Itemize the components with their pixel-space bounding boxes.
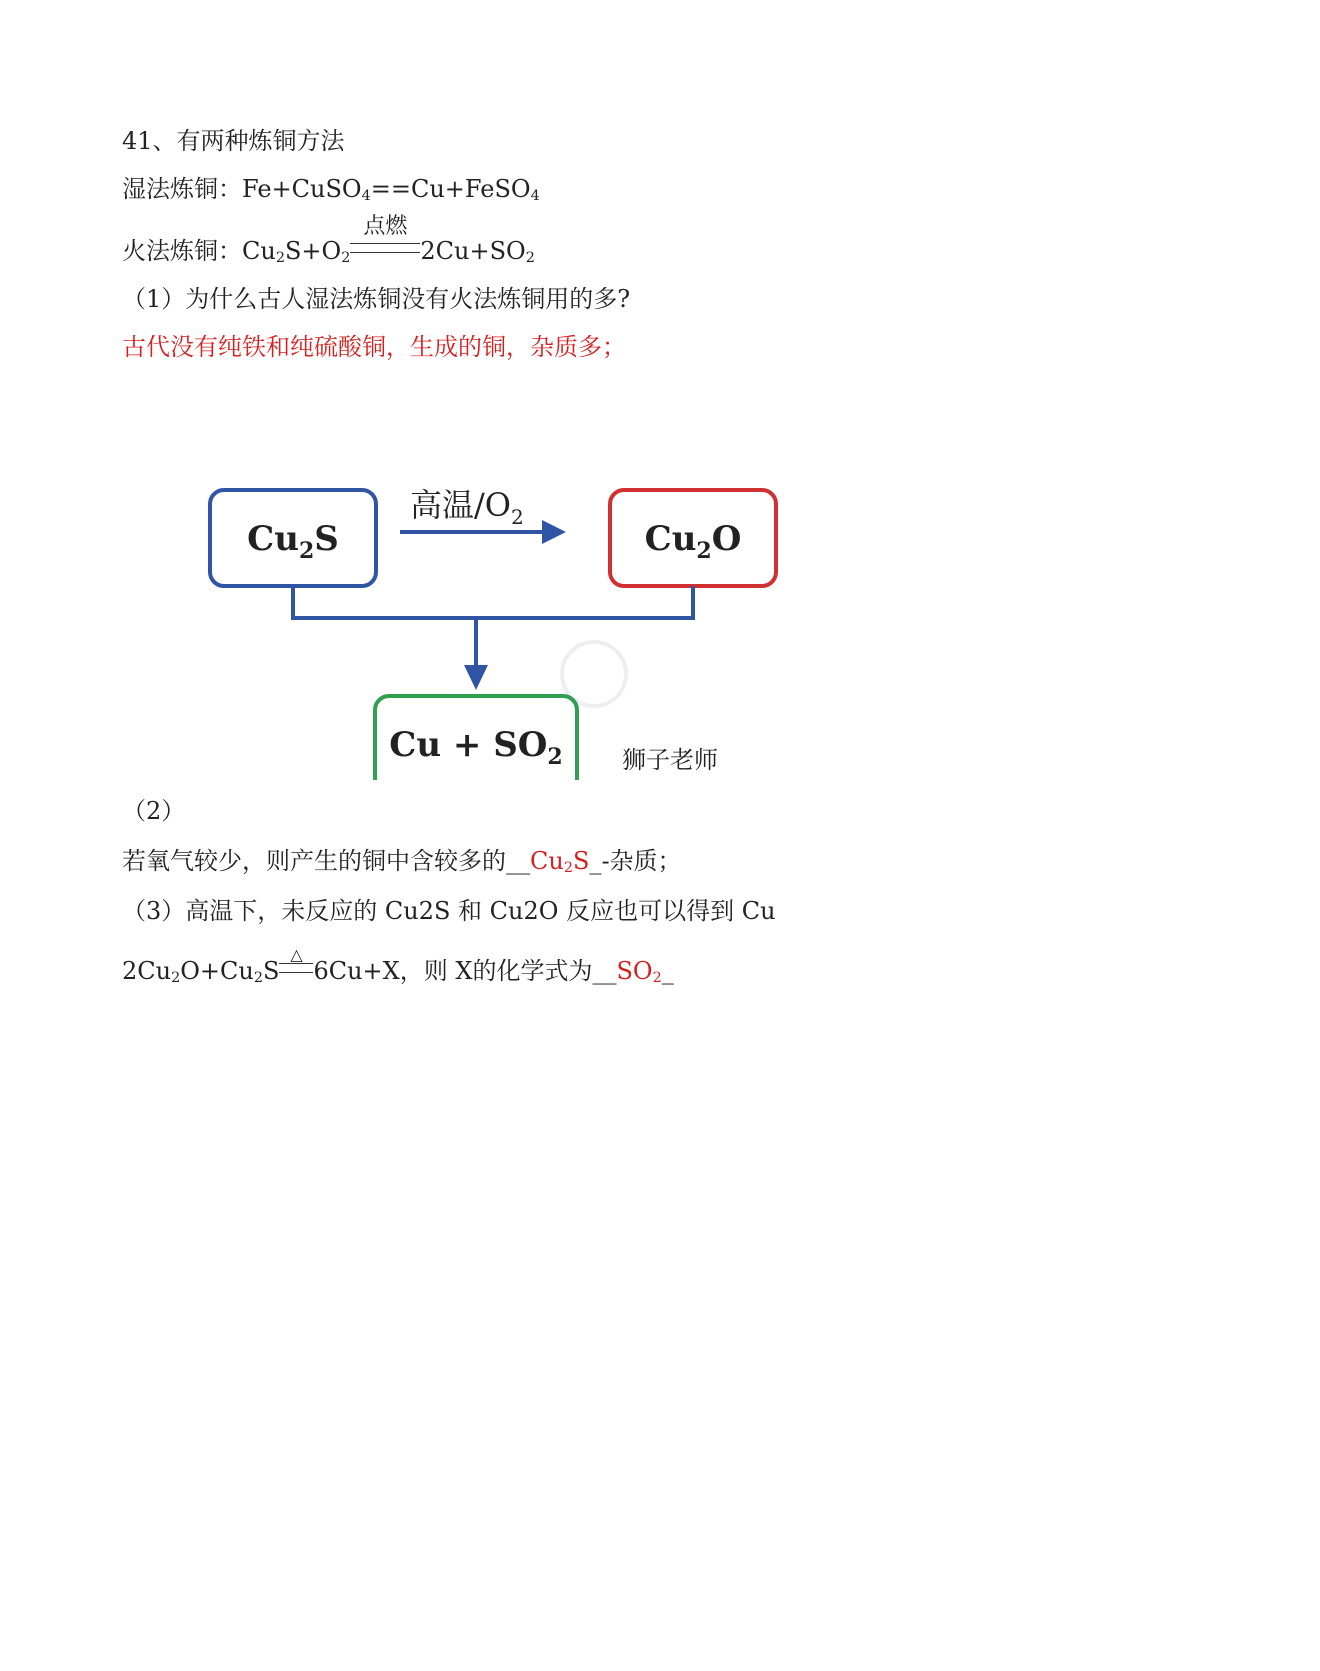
connector [293,586,693,690]
ignition-equals-sign [350,214,420,266]
fire-method-label: 火法炼铜： [122,237,242,265]
connector-line [293,586,693,618]
question-2-label: （2） [122,797,186,825]
question-title: 41、有两种炼铜方法 [122,127,345,155]
box-cu2o-label: $Cu_2O$ [644,519,742,564]
box-cu-so2 [375,696,577,780]
fire-method-line [122,214,535,273]
question-1: （1）为什么古人湿法炼铜没有火法炼铜用的多? [122,285,631,313]
arrow-label: 高温$/O_2$ [410,486,524,529]
arrow-high-temp [400,486,566,544]
question-3-equation: $2Cu_2O+Cu_2S$ △ 6Cu+X，则 X的化学式为$\_\_SO_2\_$ [122,956,674,993]
box-cu2s [210,490,376,586]
heat-condition: △ [290,945,303,964]
smelting-flow-diagram [180,440,800,780]
question-3: （3）高温下，未反应的 Cu2S 和 Cu2O 反应也可以得到 Cu [122,897,776,925]
wet-method-line [122,174,540,211]
wet-method-equation: Fe+CuSO$_4$==Cu+FeSO$_4$ [242,175,540,204]
answer-2: $Cu_2S$ [530,847,590,876]
fire-method-rhs: $2Cu+SO_2$ [420,237,535,266]
ignition-condition: 点燃 [363,214,408,239]
heat-equals-sign [279,945,313,986]
box-cu-so2-label: $Cu + SO_2$ [389,725,563,770]
box-cu2o [610,490,776,586]
question-2: 若氧气较少，则产生的铜中含较多的$\_\_Cu_2S\_-$杂质； [122,847,682,876]
wet-method-label: 湿法炼铜： [122,175,242,203]
fire-method-lhs: $Cu_2S+O_2$ [242,237,351,266]
arrow-head [542,520,566,544]
box-cu2s-label: $Cu_2S$ [247,519,339,564]
answer-1: 古代没有纯铁和纯硫酸铜，生成的铜，杂质多； [122,333,626,361]
down-arrow-head [464,665,488,690]
answer-3: $SO_2$ [616,957,662,986]
diagram-caption: 狮子老师 [622,746,718,774]
